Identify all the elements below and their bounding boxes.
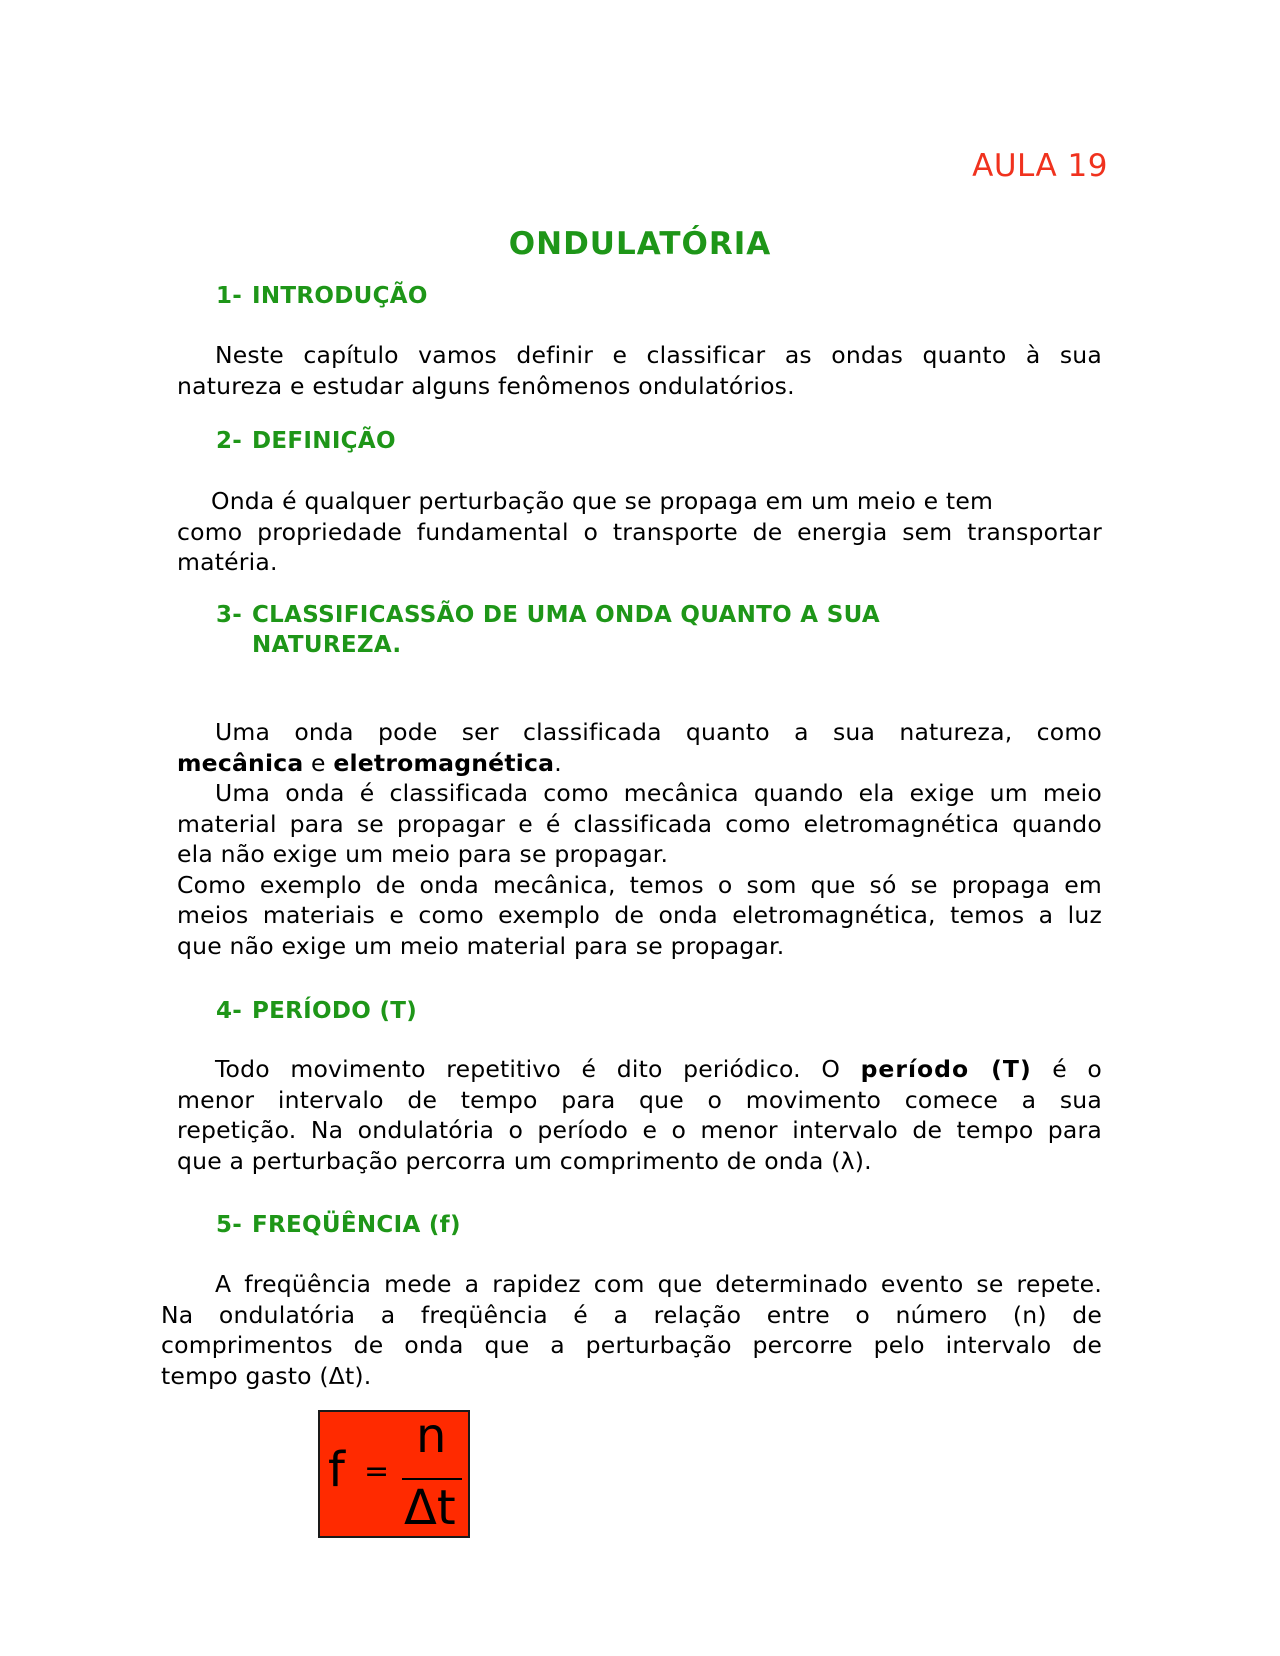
section-heading-periodo: [216, 996, 417, 1026]
section-title: INTRODUÇÃO: [252, 283, 428, 309]
text-fragment: é o: [1031, 1055, 1102, 1083]
section-number: 3-: [216, 602, 243, 628]
text-line: Como exemplo de onda mecânica, temos o som que só se propaga em: [177, 870, 1102, 899]
paragraph-classificacao: [177, 717, 1102, 961]
section-heading-definicao: [216, 426, 396, 456]
text-line: natureza e estudar alguns fenômenos ondulatórios.: [177, 371, 795, 400]
section-title: CLASSIFICASSÃO DE UMA ONDA QUANTO A SUA: [252, 602, 880, 628]
text-line: Uma onda é classificada como mecânica quando ela exige um meio: [215, 779, 1102, 807]
formula-numerator: n: [416, 1408, 447, 1464]
text-line: A freqüência mede a rapidez com que determinado evento se repete.: [215, 1270, 1102, 1298]
formula-equals: =: [364, 1454, 390, 1489]
text-fragment: Todo movimento repetitivo é dito periódico. O: [215, 1055, 861, 1083]
text-line: como propriedade fundamental o transporte de energia sem transportar: [177, 517, 1102, 546]
section-number: 4-: [216, 998, 243, 1024]
text-fragment: e: [303, 748, 334, 777]
section-title: DEFINIÇÃO: [252, 428, 396, 454]
section-title: FREQÜÊNCIA (f): [252, 1212, 461, 1238]
paragraph-definicao: [177, 486, 1102, 578]
text-line: Neste capítulo vamos definir e classificar as ondas quanto à sua: [215, 341, 1102, 369]
term-mecanica: mecânica: [177, 748, 304, 777]
lesson-number: AULA 19: [972, 148, 1108, 184]
text-fragment: .: [554, 748, 562, 777]
section-title: PERÍODO (T): [252, 998, 418, 1024]
frequency-formula-box: [318, 1410, 470, 1538]
text-line: tempo gasto (Δt).: [161, 1361, 372, 1390]
text-line: Onda é qualquer perturbação que se propaga em um meio e tem: [211, 487, 994, 515]
text-line: Na ondulatória a freqüência é a relação entre o número (n) de: [161, 1300, 1102, 1329]
section-number: 1-: [216, 283, 243, 309]
text-line: ela não exige um meio para se propagar.: [177, 840, 669, 868]
page-title: ONDULATÓRIA: [508, 226, 772, 262]
paragraph-periodo: [177, 1054, 1102, 1176]
formula-denominator: Δt: [404, 1480, 456, 1536]
section-heading-frequencia: [216, 1210, 461, 1240]
text-line: repetição. Na ondulatória o período e o menor intervalo de tempo para: [177, 1116, 1102, 1144]
section-title-continuation: NATUREZA.: [252, 632, 402, 658]
formula-f: f: [328, 1442, 345, 1498]
paragraph-introducao: [177, 340, 1102, 401]
section-number: 5-: [216, 1212, 243, 1238]
text-line: que a perturbação percorra um comprimento de onda (λ).: [177, 1146, 872, 1175]
text-line: meios materiais e como exemplo de onda eletromagnética, temos a luz: [177, 901, 1102, 929]
term-eletromagnetica: eletromagnética: [333, 748, 555, 777]
text-line: menor intervalo de tempo para que o movimento comece a sua: [177, 1085, 1102, 1114]
section-number: 2-: [216, 428, 243, 454]
text-line: material para se propagar e é classificada como eletromagnética quando: [177, 809, 1102, 838]
term-periodo: período (T): [860, 1055, 1032, 1083]
section-heading-introducao: [216, 281, 428, 311]
text-line: comprimentos de onda que a perturbação percorre pelo intervalo de: [161, 1331, 1102, 1359]
text-line: Uma onda pode ser classificada quanto a sua natureza, como: [215, 718, 1102, 746]
text-line: matéria.: [177, 548, 278, 576]
section-heading-classificacao: [216, 600, 880, 660]
paragraph-frequencia: [161, 1269, 1102, 1391]
text-line: que não exige um meio material para se propagar.: [177, 931, 785, 960]
